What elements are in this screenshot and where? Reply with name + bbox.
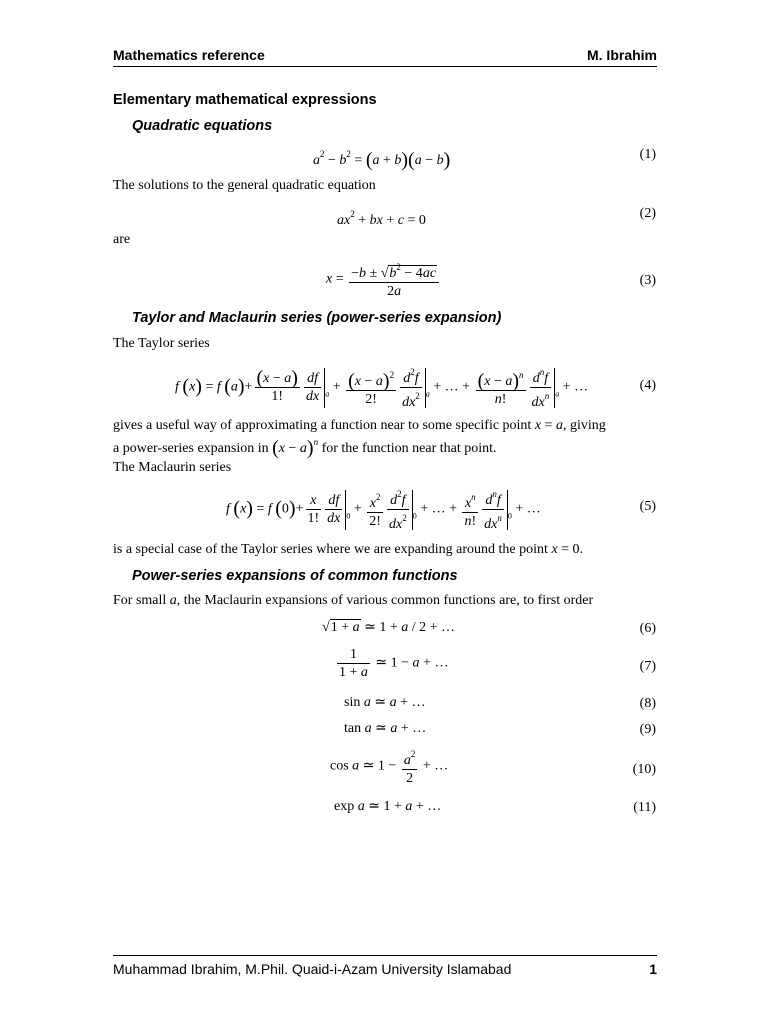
- equation-number-11: (11): [633, 800, 656, 815]
- equation-1: $a^2 - b^2 = (a + b)(a - b)$: [313, 149, 451, 171]
- special-case-period: .: [579, 542, 584, 557]
- taylor-gives-text-b: , giving: [562, 418, 606, 433]
- equation-number-1: (1): [639, 147, 656, 162]
- paragraph-taylor-gives-line1: gives a useful way of approximating a function near to some specific point x = a, giving: [113, 418, 606, 433]
- equation-11: exp a ≃ 1 + a + …: [334, 799, 442, 814]
- equation-7: $\frac{1}{1 + a}$ ≃ 1 − a + …: [339, 647, 449, 680]
- page-number: 1: [649, 961, 657, 977]
- paragraph-small-a: [113, 593, 593, 609]
- equation-number-2: (2): [639, 206, 656, 221]
- small-a-text-b: , the Maclaurin expansions of various common functions are, to first order: [176, 593, 594, 608]
- equation-number-10: (10): [632, 762, 656, 777]
- equation-number-3: (3): [639, 273, 656, 288]
- paragraph-are: are: [113, 232, 131, 247]
- subsection-quadratic: Quadratic equations: [132, 118, 273, 134]
- page-footer: [113, 955, 657, 977]
- header-author: M. Ibrahim: [586, 47, 657, 63]
- quadratic-formula-fraction: $\frac{-b \pm √b^2 - 4ac}{2a}$: [349, 259, 439, 300]
- taylor-gives-text-d: for the function near that point.: [318, 441, 497, 456]
- footer-text: Muhammad Ibrahim, M.Phil. Quaid-i-Azam University Islamabad: [113, 961, 512, 977]
- equation-number-6: (6): [639, 621, 656, 636]
- equation-4: f (x) = f (a)+ $\frac{(x - a)}{1!}$ $\frac{df}{dx}$ $_a$ + $\frac{(x - a)^2}{2!}$ $\frac{d^2f}{dx^2}$ $_a$ + … + $\frac{(x - a)^n}{n!}$ $\frac{d^nf}{dx^n}$ $_a$ + …: [175, 364, 588, 411]
- equation-number-5: (5): [639, 499, 656, 514]
- equation-6: √1 + a ≃ 1 + a / 2 + …: [322, 620, 456, 635]
- small-a-var: a: [169, 593, 177, 608]
- header-title: Mathematics reference: [113, 47, 265, 63]
- equation-number-8: (8): [639, 696, 656, 711]
- paragraph-taylor-gives-line2: a power-series expansion in $(x - a)^n$ for the function near that point.: [113, 437, 497, 459]
- equation-2: $ax^2$ + bx + c = 0: [337, 209, 426, 228]
- special-case-text: is a special case of the Taylor series where we are expanding around the point: [113, 542, 552, 557]
- equation-9: tan a ≃ a + …: [344, 721, 427, 736]
- page-header: [113, 46, 657, 67]
- equation-3: x = $\frac{-b \pm √b^2 - 4ac}{2a}$: [326, 259, 441, 300]
- subsection-taylor: Taylor and Maclaurin series (power-series expansion): [132, 310, 502, 326]
- equation-number-9: (9): [639, 722, 656, 737]
- taylor-gives-text-a: gives a useful way of approximating a function near to some specific point: [113, 418, 535, 433]
- equation-number-4: (4): [639, 378, 656, 393]
- taylor-gives-text-c: a power-series expansion in: [113, 441, 273, 456]
- paragraph-taylor-intro: The Taylor series: [113, 336, 210, 351]
- equation-8: sin a ≃ a + …: [344, 695, 426, 710]
- paragraph-special-case: is a special case of the Taylor series where we are expanding around the point x = 0.: [113, 542, 584, 557]
- small-a-text-a: For small: [113, 593, 170, 608]
- equation-number-7: (7): [639, 659, 656, 674]
- paragraph-maclaurin-intro: The Maclaurin series: [113, 460, 232, 475]
- equation-10: cos a ≃ 1 − $\frac{a^2}{2}$ + …: [330, 746, 448, 787]
- subsection-power-series: Power-series expansions of common functions: [132, 568, 458, 584]
- equation-5: f (x) = f (0)+ $\frac{x}{1!}$ $\frac{df}{dx}$ $_0$ + $\frac{x^2}{2!}$ $\frac{d^2f}{dx^2}$ $_0$ + … + $\frac{x^n}{n!}$ $\frac{d^nf}{dx^n}$ $_0$ + …: [226, 486, 541, 533]
- section-title: Elementary mathematical expressions: [113, 92, 377, 108]
- paragraph-solutions-intro: The solutions to the general quadratic equation: [113, 178, 376, 193]
